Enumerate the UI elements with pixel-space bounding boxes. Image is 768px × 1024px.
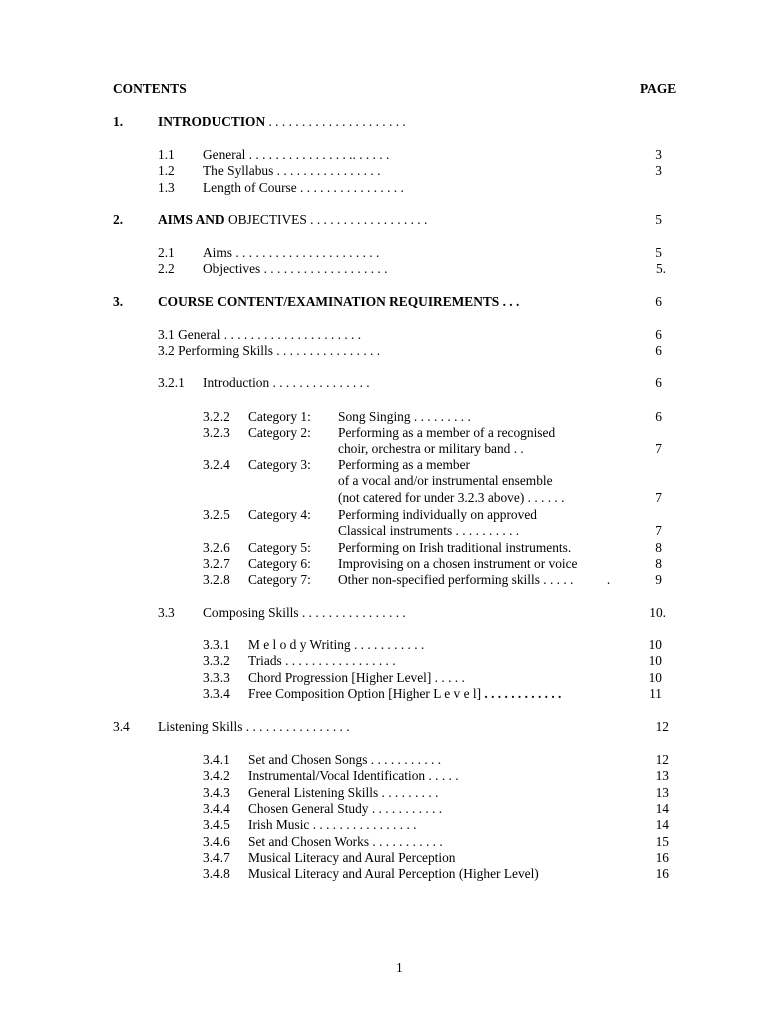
item-page: 11	[649, 686, 662, 701]
item-title: Irish Music . . . . . . . . . . . . . . . .	[248, 817, 417, 832]
item-title-leader: . . . . . . . . . . . .	[481, 686, 562, 701]
item-number: 1.2	[158, 163, 175, 178]
item-title	[248, 686, 561, 702]
item-title: Instrumental/Vocal Identification . . . . .	[248, 768, 459, 783]
item-page: 6	[655, 409, 662, 424]
item-title: Length of Course . . . . . . . . . . . . . . . .	[203, 180, 404, 195]
item-title: Triads . . . . . . . . . . . . . . . . .	[248, 653, 396, 668]
category-description: Performing as a member of a recognised	[338, 425, 556, 440]
item-number: 3.4	[113, 719, 130, 734]
item-page: 16	[655, 866, 669, 881]
item-number: 2.2	[158, 261, 175, 276]
item-number: 3.4.7	[203, 850, 230, 865]
item-number: 3.3.3	[203, 670, 230, 685]
category-label: Category 4:	[248, 507, 311, 522]
item-page: 7	[655, 441, 662, 456]
section-page: 6	[655, 294, 662, 309]
item-number: 3.4.1	[203, 752, 230, 767]
item-page: 8	[655, 540, 662, 555]
category-label: Category 3:	[248, 457, 311, 472]
item-title: Introduction . . . . . . . . . . . . . . .	[203, 375, 370, 390]
item-number: 3.2.3	[203, 425, 230, 440]
item-number: 3.2.1	[158, 375, 185, 390]
item-title: M e l o d y Writing . . . . . . . . . . .	[248, 637, 425, 652]
item-page: 3	[655, 147, 662, 162]
item-number: 3.4.5	[203, 817, 230, 832]
item-page: 10	[648, 637, 662, 652]
category-description: (not catered for under 3.2.3 above) . . . . . .	[338, 490, 565, 505]
item-number: 3.4.4	[203, 801, 230, 816]
category-description: Performing individually on approved	[338, 507, 537, 522]
category-description: Improvising on a chosen instrument or voice	[338, 556, 578, 571]
item-number: 3.4.8	[203, 866, 230, 881]
category-label: Category 2:	[248, 425, 311, 440]
item-page: 10	[648, 653, 662, 668]
item-title: General . . . . . . . . . . . . . . . .. . . . . .	[203, 147, 390, 162]
category-description: Classical instruments . . . . . . . . . .	[338, 523, 520, 538]
item-number: 3.4.3	[203, 785, 230, 800]
item-number: 3.2.7	[203, 556, 230, 571]
contents-heading: CONTENTS	[113, 81, 187, 96]
section-number: 1.	[113, 114, 124, 129]
item-page: 12	[655, 719, 669, 734]
section-title: COURSE CONTENT/EXAMINATION REQUIREMENTS . . .	[158, 294, 520, 309]
section-title	[158, 212, 427, 228]
item-title: General Listening Skills . . . . . . . . .	[248, 785, 439, 800]
item-number: 3.2.6	[203, 540, 230, 555]
item-number: 2.1	[158, 245, 175, 260]
item-page: 6	[655, 343, 662, 358]
item-title: Set and Chosen Works . . . . . . . . . . .	[248, 834, 443, 849]
category-description: Song Singing . . . . . . . . .	[338, 409, 471, 424]
category-description: Performing on Irish traditional instruments.	[338, 540, 572, 555]
item-page: 7	[655, 523, 662, 538]
item-title: Set and Chosen Songs . . . . . . . . . . .	[248, 752, 442, 767]
section-title	[158, 114, 406, 130]
item-number: 3.3.4	[203, 686, 230, 701]
section-title-bold: AIMS AND	[158, 212, 225, 227]
item-title-text: Free Composition Option [Higher L e v e l]	[248, 686, 482, 701]
item-page: 5	[655, 245, 662, 260]
category-label: Category 7:	[248, 572, 311, 587]
section-number: 3.	[113, 294, 124, 309]
item-page: 12	[655, 752, 669, 767]
page-heading: PAGE	[640, 81, 677, 96]
item-page: 13	[655, 785, 669, 800]
item-title: Chord Progression [Higher Level] . . . . .	[248, 670, 465, 685]
item-number: 3.4.6	[203, 834, 230, 849]
item-page: 10	[648, 670, 662, 685]
item-page: 3	[655, 163, 662, 178]
section-title-leader: . . . . . . . . . . . . . . . . . . . . .	[265, 114, 406, 129]
item-page: 14	[655, 817, 669, 832]
item-number: 3.2.4	[203, 457, 230, 472]
section-number: 2.	[113, 212, 124, 227]
item-title: 3.2 Performing Skills . . . . . . . . . . . . . . . .	[158, 343, 381, 358]
item-page: 14	[655, 801, 669, 816]
item-page: 6	[655, 327, 662, 342]
item-title: The Syllabus . . . . . . . . . . . . . . . .	[203, 163, 381, 178]
item-title: Chosen General Study . . . . . . . . . . .	[248, 801, 443, 816]
item-page: 5.	[655, 261, 666, 276]
item-page: 16	[655, 850, 669, 865]
page-number: 1	[396, 960, 403, 975]
item-number: 3.2.2	[203, 409, 230, 424]
item-number: 1.3	[158, 180, 175, 195]
item-page: 7	[655, 490, 662, 505]
item-number: 3.3	[158, 605, 175, 620]
category-description: choir, orchestra or military band . .	[338, 441, 524, 456]
section-title-bold: INTRODUCTION	[158, 114, 266, 129]
section-title-leader: OBJECTIVES . . . . . . . . . . . . . . . . . .	[224, 212, 428, 227]
category-description: Performing as a member	[338, 457, 471, 472]
item-title: Musical Literacy and Aural Perception	[248, 850, 456, 865]
item-page: 10.	[649, 605, 666, 620]
category-label: Category 6:	[248, 556, 311, 571]
category-label: Category 1:	[248, 409, 311, 424]
item-page: 9	[655, 572, 662, 587]
item-number: 3.3.2	[203, 653, 230, 668]
item-title: Composing Skills . . . . . . . . . . . . . . . .	[203, 605, 406, 620]
item-title: Listening Skills . . . . . . . . . . . . . . . .	[158, 719, 350, 734]
item-number: 1.1	[158, 147, 175, 162]
item-page: 6	[655, 375, 662, 390]
item-title: Aims . . . . . . . . . . . . . . . . . . . . . .	[203, 245, 380, 260]
item-title: Musical Literacy and Aural Perception (Higher Level)	[248, 866, 539, 881]
section-page: 5	[655, 212, 662, 227]
category-label: Category 5:	[248, 540, 311, 555]
item-page: 8	[655, 556, 662, 571]
item-page: 15	[655, 834, 669, 849]
item-number: 3.3.1	[203, 637, 230, 652]
category-description: Other non-specified performing skills . . . . . .	[338, 572, 611, 587]
item-number: 3.4.2	[203, 768, 230, 783]
item-page: 13	[655, 768, 669, 783]
item-title: Objectives . . . . . . . . . . . . . . . . . . .	[203, 261, 388, 276]
category-description: of a vocal and/or instrumental ensemble	[338, 473, 553, 488]
item-number: 3.2.8	[203, 572, 230, 587]
item-title: 3.1 General . . . . . . . . . . . . . . . . . . . . .	[158, 327, 362, 342]
item-number: 3.2.5	[203, 507, 230, 522]
